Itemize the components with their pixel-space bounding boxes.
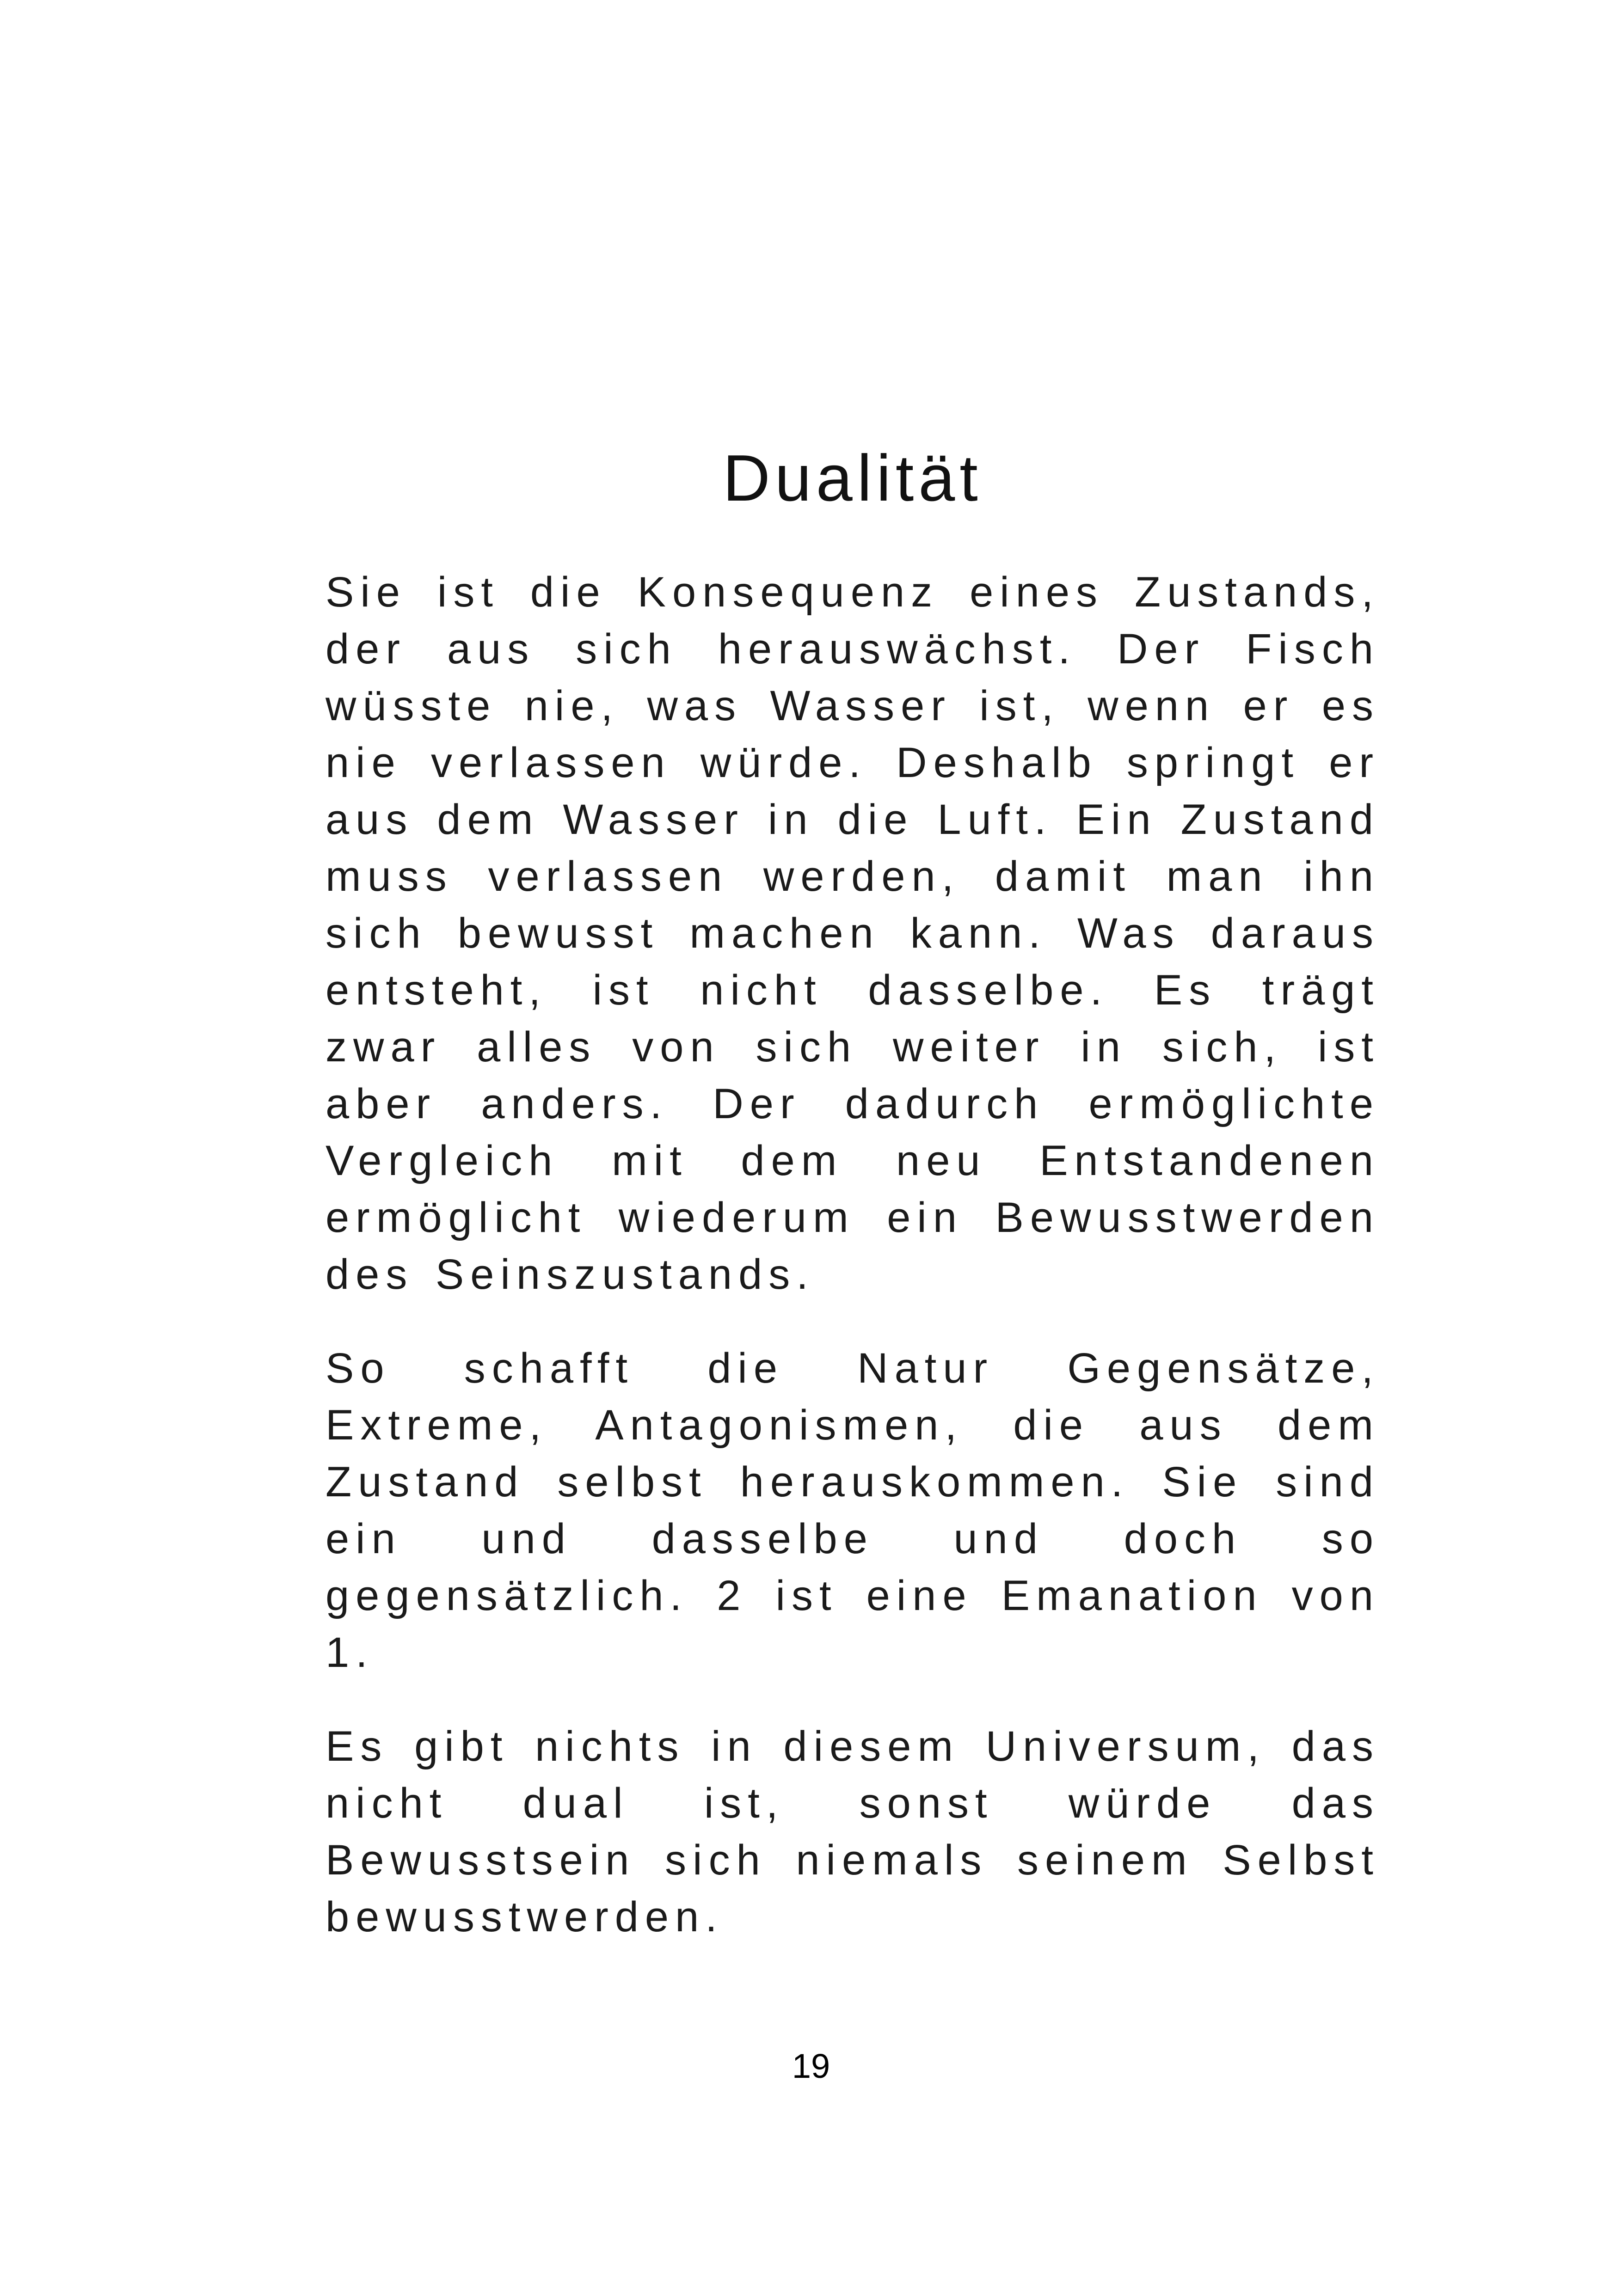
paragraph-1: Sie ist die Konsequenz eines Zustands, der aus sich herauswächst. Der Fisch wüsste nie, was Wasser ist, wenn er es nie verlassen würde. Deshalb springt er aus dem Wasser in die Luft. Ein Zustand muss verlassen werden, damit man ihn sich bewusst machen kann. Was daraus entsteht, ist nicht dasselbe. Es trägt zwar alles von sich weiter in sich, ist aber anders. Der dadurch ermöglichte Vergleich mit dem neu Entstandenen ermöglicht wiederum ein Bewusstwerden des Seinszustands. — [326, 569, 1380, 1298]
page-title: Dualität — [723, 441, 983, 515]
body-text — [326, 564, 1380, 1946]
paragraph-3: Es gibt nichts in diesem Universum, das nicht dual ist, sonst würde das Bewusstsein sich niemals seinem Selbst bewusstwerden. — [326, 1723, 1380, 1941]
paragraph-2: So schafft die Natur Gegensätze, Extreme, Antagonismen, die aus dem Zustand selbst herauskommen. Sie sind ein und dasselbe und doch so gegensätzlich. 2 ist eine Emanation von 1. — [326, 1345, 1380, 1676]
page-number: 19 — [792, 2047, 830, 2085]
